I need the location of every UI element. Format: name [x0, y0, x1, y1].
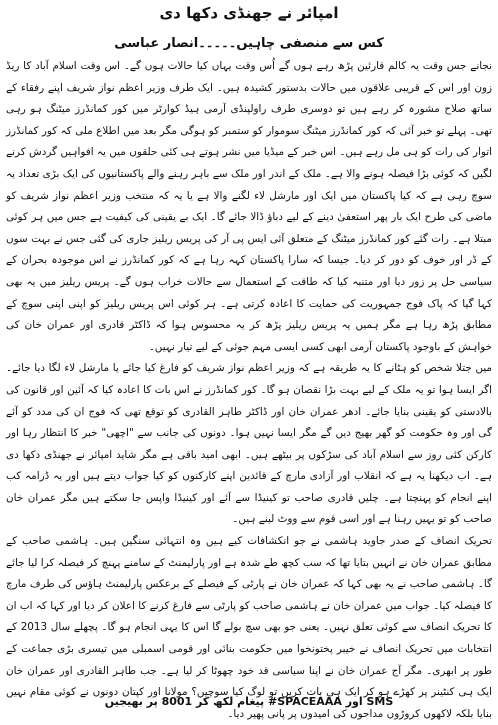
sms-prefix: SMS اور	[345, 695, 394, 708]
paragraph: تحریک انصاف کے صدر جاوید ہاشمی نے جو انکشافات کیے ہیں وہ انتہائی سنگین ہیں۔ ہاشمی صاحب کے مطابق عمران خان نے انہیں بتایا تھا کہ سب کچھ طے شدہ ہے اور پارلیمنٹ کے سامنے پہنچ کر فیصلہ کرا لیا جائے گا۔ ہاشمی صاحب نے یہ بھی کہا کہ عمران خان نے پارٹی کے فیصلے کے برعکس پارلیمنٹ ہاؤس کی طرف مارچ کا فیصلہ کیا۔ جواب میں عمران خان نے ہاشمی صاحب کو پارٹی سے فارغ کرنے کا اعلان کر دیا اور کہا کہ اب ان کا تحریک انصاف سے کوئی تعلق نہیں۔ یعنی جو بھی سچ بولے گا اس کا یہی انجام ہو گا۔ پچھلے سال 2013 کے انتخابات میں تحریک انصاف نے خیبر پختونخوا میں حکومت بنائی اور قومی اسمبلی میں تیسری بڑی جماعت کے طور پر ابھری۔ مگر آج عمران خان نے اپنا سیاسی قد خود چھوٹا کر لیا ہے۔ جب طاہر القادری اور عمران خان ایک ہی کنٹینر پر کھڑے ہو کر ایک ہی بات کریں تو لوگ کیا سوچیں؟ مولانا اور کپتان دونوں نے کوئی مقام نہیں بنایا بلکہ لاکھوں کروڑوں مداحوں کی امیدوں پر پانی پھیر دیا۔	[6, 535, 492, 720]
paragraph: نجانے جس وقت یہ کالم قارئین پڑھ رہے ہوں گے اُس وقت یہاں کیا حالات ہوں گے۔ اس وقت اسلام آباد کا ریڈ زون اور اس کے قریبی علاقوں میں حالات بدستور کشیدہ ہیں۔ ایک طرف وزیر اعظم نواز شریف اپنے رفقاء کے ساتھ صلاح مشورہ کر رہے ہیں تو دوسری طرف راولپنڈی آرمی ہیڈ کوارٹر میں کور کمانڈرز میٹنگ ہو رہی تھی۔ پہلے تو خبر آئی کہ کور کمانڈرز میٹنگ سوموار کو ستمبر کو ہوگی مگر بعد میں اطلاع ملی کہ کور کمانڈرز اتوار کی رات کو ہی مل رہے ہیں۔ اس خبر کے میڈیا میں نشر ہوتے ہی کئی حلقوں میں یہ افواہیں گردش کرنے لگیں کہ کوئی بڑا فیصلہ ہونے والا ہے۔ ملک کے اندر اور ملک سے باہر رہنے والے پاکستانیوں کی ایک بڑی تعداد یہ سوچ رہی ہے کہ کیا پاکستان میں ایک اور مارشل لاء لگنے والا ہے یا یہ کہ منتخب وزیر اعظم نواز شریف کو ماضی کی طرح ایک بار پھر استعفیٰ دینے کے لیے دباؤ ڈالا جائے گا۔ ایک بے یقینی کی کیفیت ہے جس میں ہر کوئی مبتلا ہے۔ رات گئے کور کمانڈرز میٹنگ کے متعلق آئی ایس پی آر کی پریس ریلیز جاری کی گئی جس نے بہت سوں کے ڈر اور خوف کو دور کر دیا۔ جیسا کہ سارا پاکستان کہہ رہا ہے کہ کور کمانڈرز نے اس موجودہ بحران کے سیاسی حل پر زور دیا اور متنبہ کیا کہ طاقت کے استعمال سے حالات خراب ہوں گے۔ پریس ریلیز میں یہ بھی کہا گیا کہ پاک فوج جمہوریت کی حمایت کا اعادہ کرتی ہے۔ ہر کوئی اس پریس ریلیز کو اپنی اپنی سوچ کے مطابق پڑھ رہا ہے مگر ہمیں یہ پریس ریلیز پڑھ کر یہ محسوس ہوا کہ ڈاکٹر قادری اور عمران خان کی خواہش کے باوجود پاکستان آرمی ابھی کسی ایسی مہم جوئی کے لیے تیار نہیں۔	[6, 60, 492, 353]
sms-code: #SPACEAAA	[268, 695, 342, 708]
column-byline: کس سے منصفی چاہیں۔۔۔۔۔انصار عباسی	[114, 36, 384, 51]
sms-footer	[0, 695, 498, 708]
sms-suffix: پیغام لکھ کر 8001 پر بھیجیں	[104, 695, 265, 708]
paragraph: میں جتلا شخص کو ہٹانے کا یہ طریقہ ہے کہ وزیر اعظم نواز شریف کو فارغ کیا جائے یا مارشل لاء لگا دیا جائے۔ اگر ایسا ہوا تو یہ ملک کے لیے بہت بڑا نقصان ہو گا۔ کور کمانڈرز نے اس بات کا اعادہ کیا کہ آئین اور قانون کی بالادستی کو یقینی بنایا جائے۔ ادھر عمران خان اور ڈاکٹر طاہر القادری کو توقع تھی کہ فوج ان کی مدد کو آئے گی اور وہ حکومت کو گھر بھیج دیں گے مگر ایسا نہیں ہوا۔ دونوں کی جانب سے "اچھی" خبر کا انتظار رہا اور کارکن کئی روز سے اسلام آباد کی سڑکوں پر بیٹھے ہیں۔ ابھی امید باقی ہے مگر شاید امپائر نے جھنڈی دکھا دی ہے۔ اب دیکھنا یہ ہے کہ انقلاب اور آزادی مارچ کے قائدین اپنے کارکنوں کو کیا جواب دیتے ہیں اور یہ ڈرامہ کب اپنے انجام کو پہنچتا ہے۔ چلیں قادری صاحب تو کینیڈا سے آئے اور کینیڈا واپس جا سکتے ہیں مگر عمران خان صاحب کو تو یہیں رہنا ہے اور اسی قوم سے ووٹ لینے ہیں۔	[6, 362, 492, 526]
column-headline: امپائر نے جھنڈی دکھا دی	[159, 4, 339, 22]
